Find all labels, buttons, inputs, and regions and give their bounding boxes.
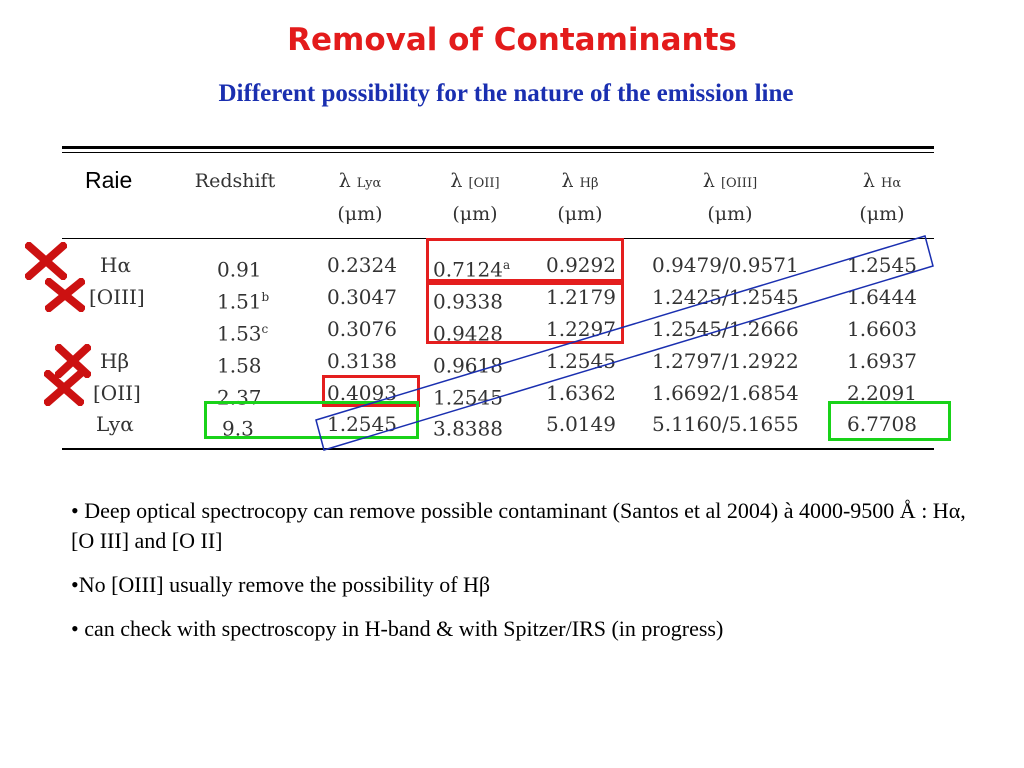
- cell-lya: 0.3076: [327, 317, 397, 341]
- header-hb: λ Hβ (μm): [557, 170, 603, 225]
- cell-oiii: 1.2797/1.2922: [652, 349, 799, 373]
- table-top-rule-thin: [62, 152, 934, 153]
- bullet-item: • can check with spectroscopy in H-band & with Spitzer/IRS (in progress): [71, 616, 724, 641]
- cell-oiii: 0.9479/0.9571: [652, 253, 799, 277]
- table-bottom-rule: [62, 448, 934, 450]
- cell-line: [OII]: [93, 381, 141, 405]
- cell-hb: 1.2545: [546, 349, 616, 373]
- cell-hb: 1.2179: [546, 285, 616, 309]
- cell-line: Lyα: [96, 412, 134, 436]
- raie-label: Raie: [85, 167, 133, 193]
- header-oiii: λ [OIII] (μm): [702, 170, 758, 225]
- red-box-oii-hb-oiii: [426, 282, 624, 344]
- cell-oiii: 5.1160/5.1655: [652, 412, 799, 436]
- cell-oii: 0.7124$^a$: [433, 257, 511, 282]
- cell-lya: 1.2545: [327, 412, 397, 436]
- cell-oii: 0.9338: [433, 289, 503, 314]
- cell-redshift: 1.58: [217, 353, 262, 378]
- green-box-lya-redshift: [204, 401, 419, 439]
- cell-ha: 6.7708: [847, 412, 917, 436]
- cell-redshift: 2.37: [217, 385, 262, 410]
- cell-redshift: 1.53$^c$: [217, 321, 269, 346]
- header-ha: λ Hα (μm): [859, 170, 905, 225]
- cell-oiii: 1.2425/1.2545: [652, 285, 799, 309]
- cell-lya: 0.2324: [327, 253, 397, 277]
- table-top-rule: [62, 146, 934, 149]
- header-oii: λ [OII] (μm): [450, 170, 500, 225]
- cell-lya: 0.3138: [327, 349, 397, 373]
- cell-ha: 1.6444: [847, 285, 917, 309]
- cell-line: [OIII]: [89, 285, 145, 309]
- cell-hb: 1.6362: [546, 381, 616, 405]
- cross-icon: [25, 242, 67, 280]
- cell-ha: 1.6937: [847, 349, 917, 373]
- cell-ha: 1.6603: [847, 317, 917, 341]
- cell-ha: 2.2091: [847, 381, 917, 405]
- cell-ha: 1.2545: [847, 253, 917, 277]
- cross-icon: [45, 278, 85, 312]
- cell-redshift: 9.3: [222, 416, 254, 441]
- cell-lya: 0.3047: [327, 285, 397, 309]
- cell-line: Hβ: [100, 349, 130, 373]
- red-box-oii-hb-halpha: [426, 238, 624, 282]
- cell-hb: 1.2297: [546, 317, 616, 341]
- cell-lya: 0.4093: [327, 381, 397, 405]
- cell-hb: 0.9292: [546, 253, 616, 277]
- bullet-item: • Deep optical spectrocopy can remove possible contaminant (Santos et al 2004) à 4000-9500 Å : Hα, [O III] and [O II]: [71, 498, 966, 553]
- header-lya: λ Lyα (μm): [337, 170, 383, 225]
- cell-oii: 0.9428: [433, 321, 503, 346]
- cell-oii: 1.2545: [433, 385, 503, 410]
- bullet-list: [71, 496, 971, 658]
- cell-hb: 5.0149: [546, 412, 616, 436]
- cross-icon: [44, 370, 84, 406]
- cell-oiii: 1.2545/1.2666: [652, 317, 799, 341]
- slide-title: Removal of Contaminants: [287, 22, 737, 58]
- bullet-item: •No [OIII] usually remove the possibility of Hβ: [71, 572, 491, 597]
- cell-line: Hα: [100, 253, 131, 277]
- cell-oiii: 1.6692/1.6854: [652, 381, 799, 405]
- cell-oii: 0.9618: [433, 353, 503, 378]
- green-box-lya-halpha: [828, 401, 951, 441]
- slide-subtitle: Different possibility for the nature of the emission line: [218, 80, 794, 107]
- cell-oii: 3.8388: [433, 416, 503, 441]
- cell-redshift: 0.91: [217, 257, 262, 282]
- table-row: [0, 346, 1024, 377]
- header-redshift: Redshift: [194, 170, 276, 192]
- cell-redshift: 1.51$^b$: [217, 289, 270, 314]
